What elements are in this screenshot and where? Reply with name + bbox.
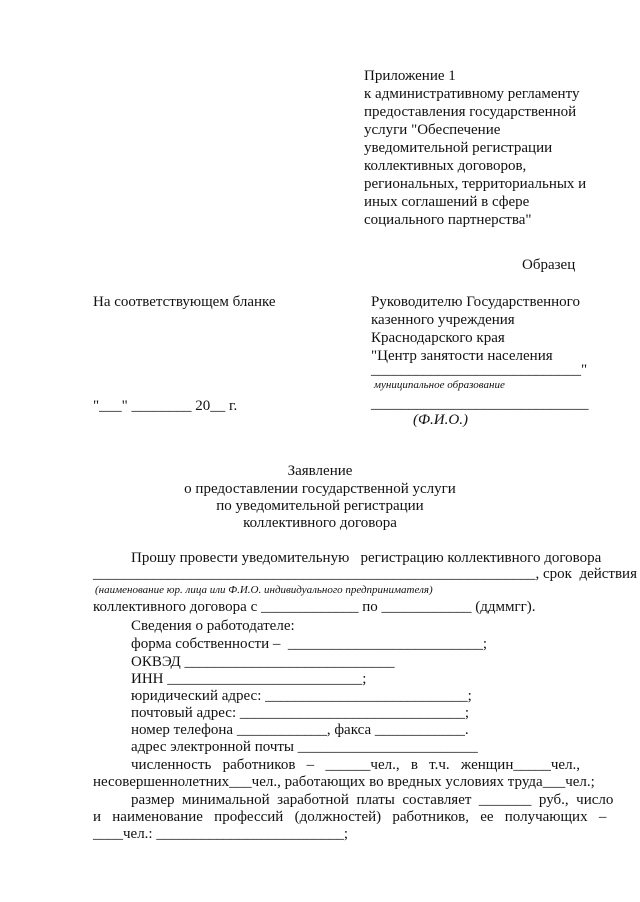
minors-hazard-count-field[interactable]: несовершеннолетних___чел., работающих во вредных условиях труда___чел.; bbox=[93, 774, 595, 790]
appendix-line: предоставления государственной bbox=[364, 104, 577, 120]
body-line-request: Прошу провести уведомительную регистрацию коллективного договора bbox=[131, 550, 602, 566]
addressee-line: "Центр занятости населения bbox=[371, 348, 553, 364]
employee-count-field[interactable]: численность работников – ______чел., в т.ч. женщин_____чел., bbox=[131, 757, 581, 773]
letterhead-label: На соответствующем бланке bbox=[93, 294, 276, 310]
employer-info-heading: Сведения о работодателе: bbox=[131, 618, 295, 634]
phone-fax-field[interactable]: номер телефона ____________, факса ____________. bbox=[131, 722, 469, 738]
fio-field[interactable]: _____________________________ bbox=[371, 396, 589, 412]
title-line: Заявление bbox=[287, 463, 353, 479]
appendix-line: коллективных договоров, bbox=[364, 158, 527, 174]
agreement-period-field[interactable]: коллективного договора с _____________ по ____________ (ддммгг). bbox=[93, 599, 536, 615]
title-line: коллективного договора bbox=[243, 515, 397, 531]
municipality-field[interactable]: ____________________________" bbox=[371, 362, 588, 378]
date-field[interactable]: "___" ________ 20__ г. bbox=[93, 398, 238, 414]
okved-field[interactable]: ОКВЭД ____________________________ bbox=[131, 654, 395, 670]
legal-address-field[interactable]: юридический адрес: ___________________________; bbox=[131, 688, 472, 704]
org-name-field[interactable]: ___________________________________________________________, срок действия bbox=[93, 566, 637, 582]
appendix-line: к административному регламенту bbox=[364, 86, 580, 102]
municipality-hint: муниципальное образование bbox=[374, 379, 505, 391]
sample-label: Образец bbox=[522, 257, 576, 273]
addressee-line: Руководителю Государственного bbox=[371, 294, 580, 310]
title-line: о предоставлении государственной услуги bbox=[184, 481, 456, 497]
professions-line: и наименование профессий (должностей) работников, ее получающих – bbox=[93, 809, 607, 825]
min-wage-field[interactable]: размер минимальной заработной платы составляет _______ руб., число bbox=[131, 792, 614, 808]
appendix-line: Приложение 1 bbox=[364, 68, 456, 84]
postal-address-field[interactable]: почтовый адрес: ______________________________; bbox=[131, 705, 470, 721]
professions-field[interactable]: ____чел.: _________________________; bbox=[93, 826, 349, 842]
appendix-line: социального партнерства" bbox=[364, 212, 532, 228]
appendix-line: услуги "Обеспечение bbox=[364, 122, 501, 138]
org-name-hint: (наименование юр. лица или Ф.И.О. индивидуального предпринимателя) bbox=[95, 584, 433, 596]
appendix-line: региональных, территориальных и bbox=[364, 176, 587, 192]
addressee-line: казенного учреждения bbox=[371, 312, 515, 328]
inn-field[interactable]: ИНН __________________________; bbox=[131, 671, 367, 687]
email-field[interactable]: адрес электронной почты ________________________ bbox=[131, 739, 478, 755]
title-line: по уведомительной регистрации bbox=[216, 498, 424, 514]
ownership-form-field[interactable]: форма собственности – __________________________; bbox=[131, 636, 488, 652]
appendix-line: иных соглашений в сфере bbox=[364, 194, 530, 210]
addressee-line: Краснодарского края bbox=[371, 330, 505, 346]
appendix-line: уведомительной регистрации bbox=[364, 140, 553, 156]
fio-hint: (Ф.И.О.) bbox=[413, 412, 468, 428]
